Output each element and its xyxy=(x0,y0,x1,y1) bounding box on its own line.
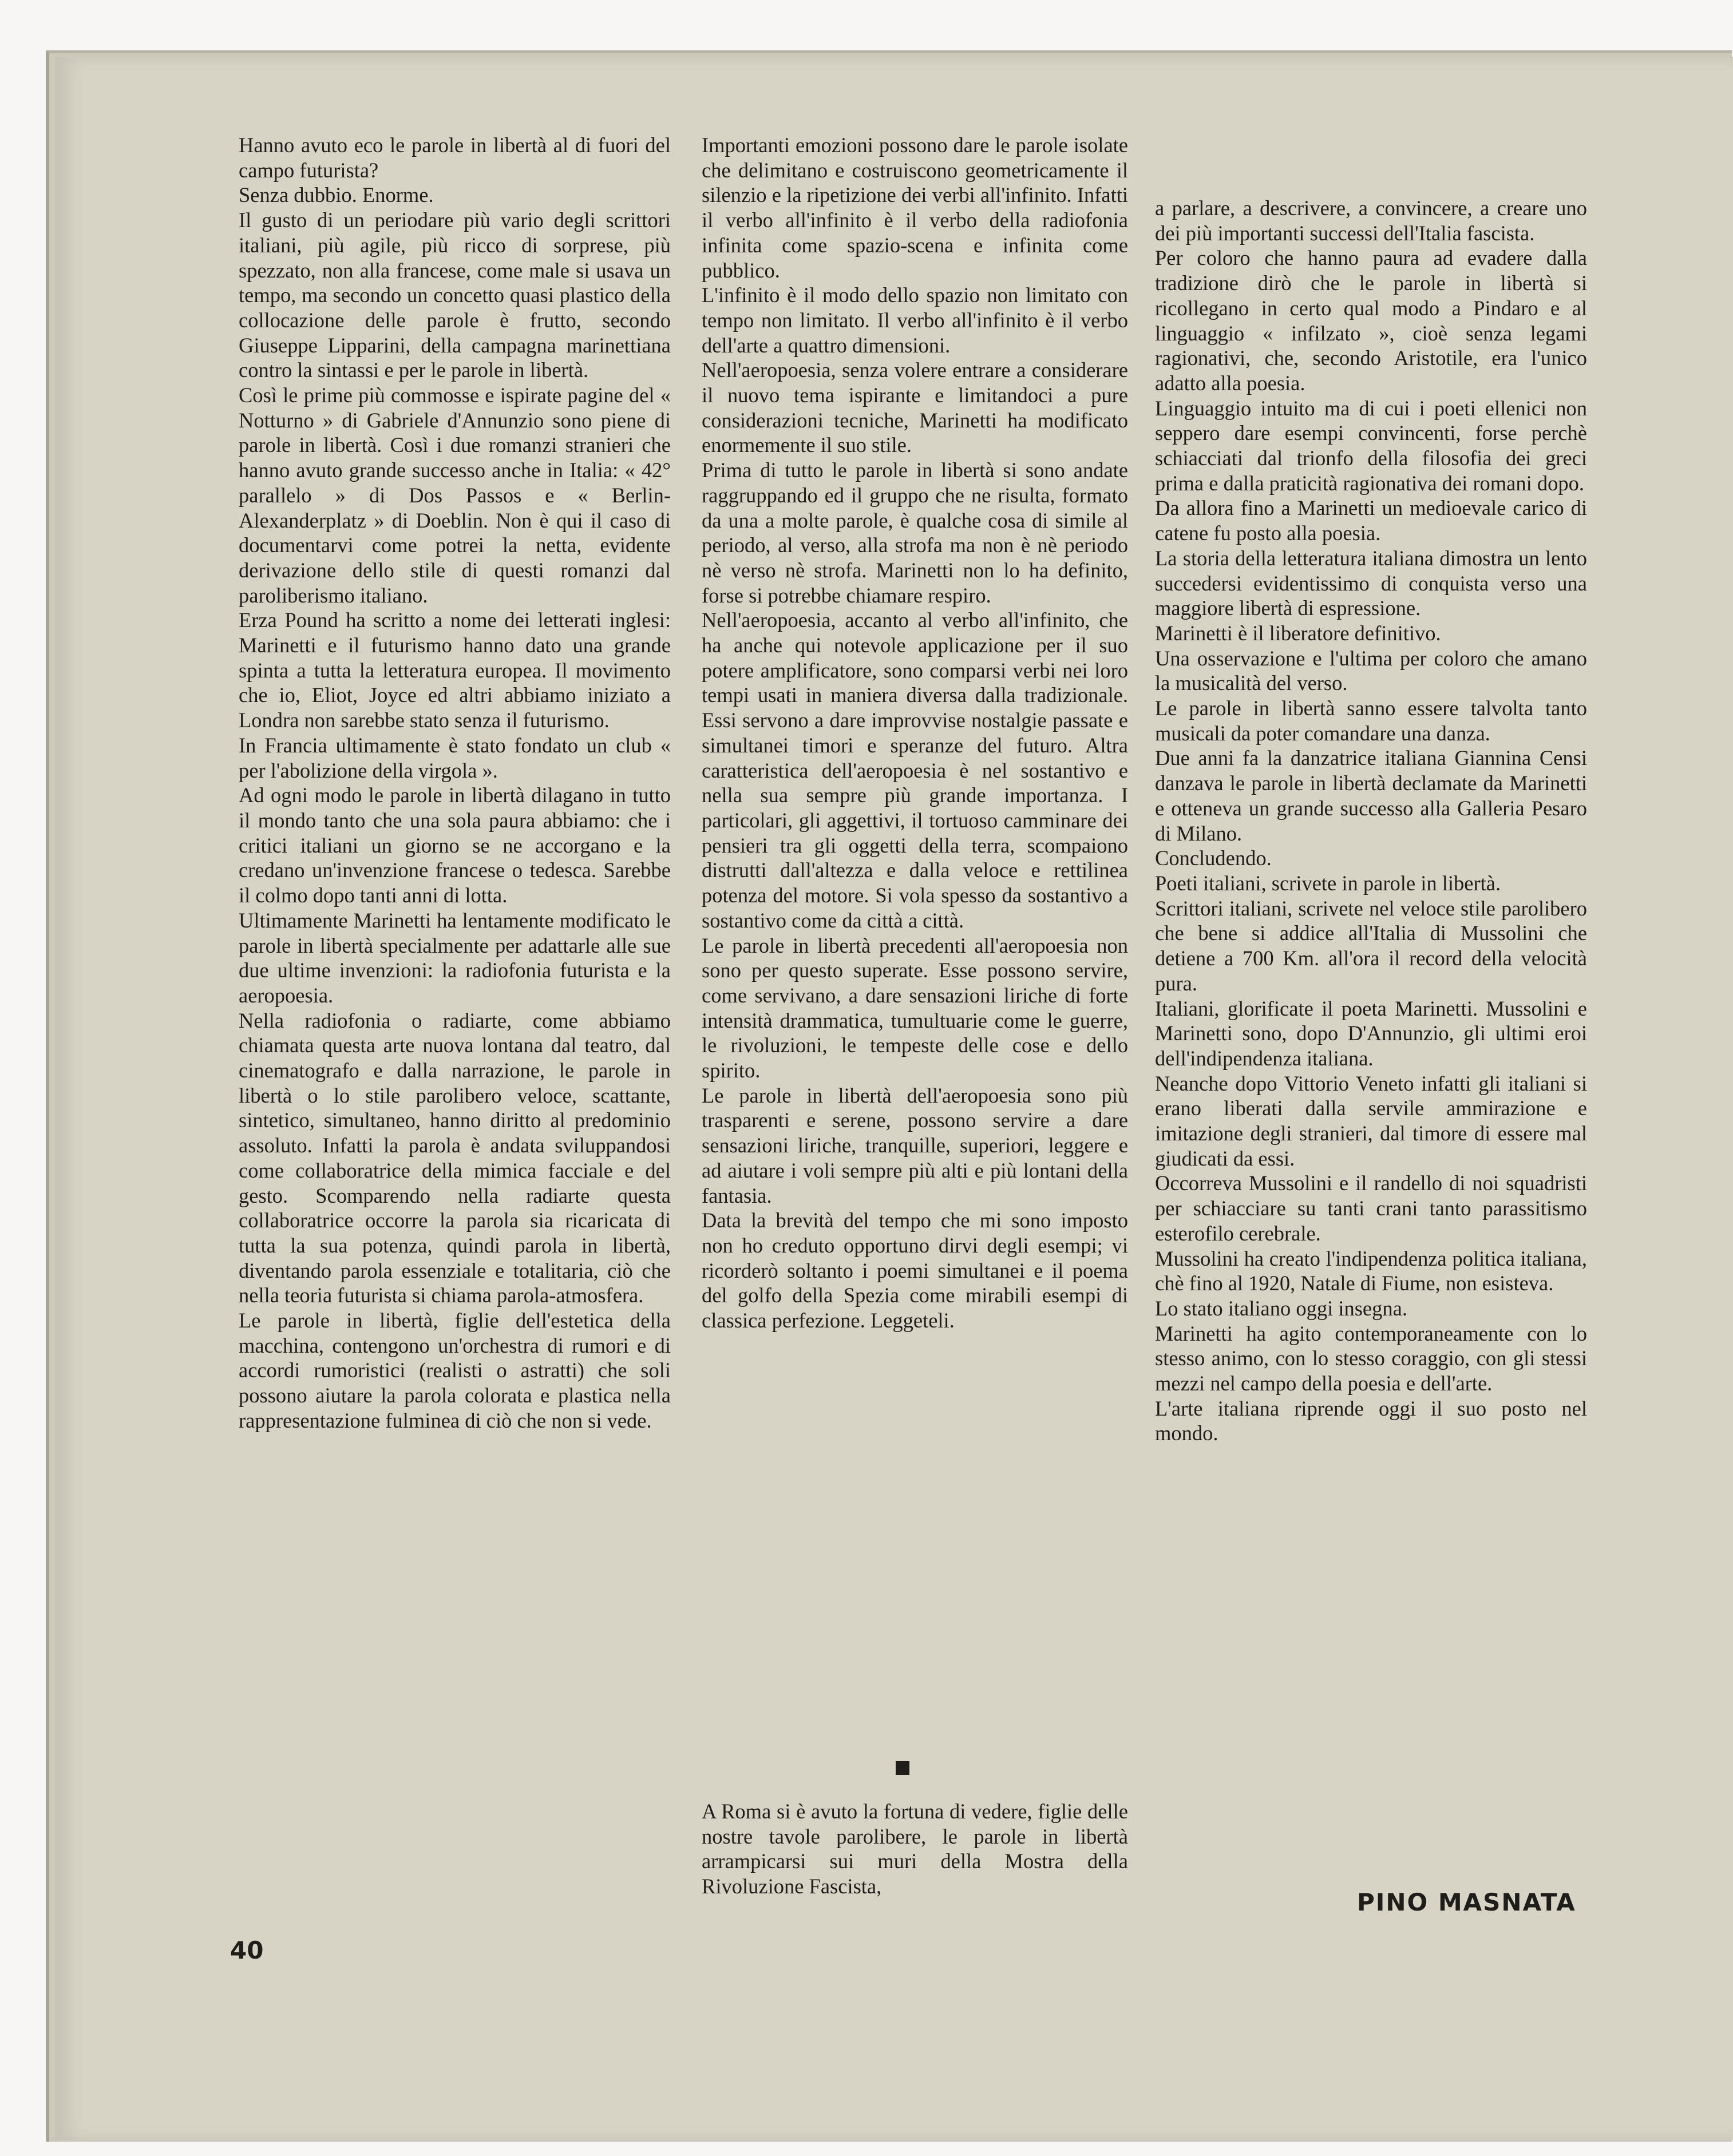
paragraph: Due anni fa la danzatrice italiana Giannina Censi danzava le parole in libertà declamate da Marinetti e otteneva un grande successo alla Galleria Pesaro di Milano. xyxy=(1155,746,1587,845)
paragraph: Il gusto di un periodare più vario degli scrittori italiani, più agile, più ricco di sorprese, più spezzato, non alla francese, come male si usava un tempo, ma secondo un concetto quasi plastico della collocazione delle parole è frutto, secondo Giuseppe Lipparini, della campagna marinettiana contro la sintassi e per le parole in libertà. xyxy=(239,208,671,382)
paragraph: Hanno avuto eco le parole in libertà al di fuori del campo futurista? xyxy=(239,133,671,182)
paragraph: L'infinito è il modo dello spazio non limitato con tempo non limitato. Il verbo all'infinito è il verbo dell'arte a quattro dimensioni. xyxy=(702,283,1128,357)
paragraph: Mussolini ha creato l'indipendenza politica italiana, chè fino al 1920, Natale di Fiume, non esisteva. xyxy=(1155,1246,1587,1295)
paragraph: Le parole in libertà, figlie dell'estetica della macchina, contengono un'orchestra di rumori e di accordi rumoristici (realisti o astratti) che soli possono aiutare la parola colorata e plastica nella rappresentazione fulminea di ciò che non si vede. xyxy=(239,1309,671,1432)
paragraph: Scrittori italiani, scrivete nel veloce stile parolibero che bene si addice all'Italia di Mussolini che detiene a 700 Km. all'ora il record della velocità pura. xyxy=(1155,896,1587,995)
paragraph: Marinetti ha agito contemporaneamente con lo stesso animo, con lo stesso coraggio, con gli stessi mezzi nel campo della poesia e dell'arte. xyxy=(1155,1321,1587,1396)
paragraph: Ultimamente Marinetti ha lentamente modificato le parole in libertà specialmente per adattarle alle sue due ultime invenzioni: la radiofonia futurista e la aeropoesia. xyxy=(239,908,671,1007)
section-separator-square xyxy=(896,1761,909,1775)
paragraph: Per coloro che hanno paura ad evadere dalla tradizione dirò che le parole in libertà si ricollegano in certo qual modo a Pindaro e al linguaggio « infilzato », cioè senza legami ragionativi, che, secondo Aristotile, era l'unico adatto alla poesia. xyxy=(1155,246,1587,395)
paragraph: In Francia ultimamente è stato fondato un club « per l'abolizione della virgola ». xyxy=(239,733,671,782)
paragraph: Concludendo. xyxy=(1155,846,1272,870)
text-column-1 xyxy=(239,133,671,1433)
paragraph: Così le prime più commosse e ispirate pagine del « Notturno » di Gabriele d'Annunzio sono piene di parole in libertà. Così i due romanzi stranieri che hanno avuto grande successo anche in Italia: « 42° parallelo » di Dos Passos e « Berlin-Alexanderplatz » di Doeblin. Non è qui il caso di documentarvi come potrei la netta, evidente derivazione dello stile di questi romanzi dal paroliberismo italiano. xyxy=(239,383,671,607)
paragraph: Marinetti è il liberatore definitivo. xyxy=(1155,621,1441,645)
paragraph: Importanti emozioni possono dare le parole isolate che delimitano e costruiscono geometricamente il silenzio e la ripetizione dei verbi all'infinito. Infatti il verbo all'infinito è il verbo della radiofonia infinita come spazio-scena e infinita come pubblico. xyxy=(702,133,1128,282)
paragraph: Le parole in libertà precedenti all'aeropoesia non sono per questo superate. Esse possono servire, come servivano, a dare sensazioni liriche di forte intensità drammatica, tumultuarie come le guerre, le rivoluzioni, le tempeste delle cose e dello spirito. xyxy=(702,933,1128,1083)
paragraph: Prima di tutto le parole in libertà si sono andate raggruppando ed il gruppo che ne risulta, formato da una a molte parole, è qualche cosa di simile al periodo, al verso, alla strofa ma non è nè periodo nè verso nè strofa. Marinetti non lo ha definito, forse si potrebbe chiamare respiro. xyxy=(702,458,1128,607)
paragraph: Senza dubbio. Enorme. xyxy=(239,183,434,207)
paragraph: Le parole in libertà sanno essere talvolta tanto musicali da poter comandare una danza. xyxy=(1155,696,1587,745)
paragraph: Linguaggio intuito ma di cui i poeti ellenici non seppero dare esempi convincenti, forse perchè schiacciati dal trionfo della filosofia dei greci prima e dalla praticità ragionativa dei romani dopo. xyxy=(1155,396,1587,495)
page-number: 40 xyxy=(230,1936,264,1964)
paragraph: Le parole in libertà dell'aeropoesia sono più trasparenti e serene, possono servire a dare sensazioni liriche, tranquille, superiori, leggere e ad aiutare i voli sempre più alti e più lontani della fantasia. xyxy=(702,1083,1128,1207)
paragraph: Lo stato italiano oggi insegna. xyxy=(1155,1296,1407,1320)
paragraph: Occorreva Mussolini e il randello di noi squadristi per schiacciare su tanti crani tanto parassitismo esterofilo cerebrale. xyxy=(1155,1171,1587,1245)
paragraph: Nell'aeropoesia, accanto al verbo all'infinito, che ha anche qui notevole applicazione per il suo potere amplificatore, sono comparsi verbi nei loro tempi usati in maniera diversa dalla tradizionale. Essi servono a dare improvvise nostalgie passate e simultanei timori e speranze del futuro. Altra caratteristica dell'aeropoesia è nel sostantivo e nella sua sempre più grande importanza. I particolari, gli aggettivi, il tortuoso camminare dei pensieri tra gli oggetti della terra, scompaiono distrutti dall'altezza e dalla veloce e rettilinea potenza del motore. Si vola spesso da sostantivo a sostantivo come da città a città. xyxy=(702,608,1128,932)
paragraph: Italiani, glorificate il poeta Marinetti. Mussolini e Marinetti sono, dopo D'Annunzio, gli ultimi eroi dell'indipendenza italiana. xyxy=(1155,996,1587,1070)
paragraph: Neanche dopo Vittorio Veneto infatti gli italiani si erano liberati dalla servile ammirazione e imitazione degli stranieri, dal timore di essere mal giudicati da essi. xyxy=(1155,1071,1587,1170)
text-column-3 xyxy=(1155,196,1587,1446)
paragraph: A Roma si è avuto la fortuna di vedere, figlie delle nostre tavole parolibere, le parole in libertà arrampicarsi sui muri della Mostra della Rivoluzione Fascista, xyxy=(702,1800,1128,1899)
paragraph: La storia della letteratura italiana dimostra un lento succedersi evidentissimo di conquista verso una maggiore libertà di espressione. xyxy=(1155,546,1587,620)
paragraph: Una osservazione e l'ultima per coloro che amano la musicalità del verso. xyxy=(1155,646,1587,695)
paragraph: a parlare, a descrivere, a convincere, a creare uno dei più importanti successi dell'Italia fascista. xyxy=(1155,196,1587,245)
text-column-2 xyxy=(702,133,1128,1333)
paragraph: L'arte italiana riprende oggi il suo posto nel mondo. xyxy=(1155,1396,1587,1445)
paragraph: Da allora fino a Marinetti un medioevale carico di catene fu posto alla poesia. xyxy=(1155,496,1587,545)
paragraph: Nella radiofonia o radiarte, come abbiamo chiamata questa arte nuova lontana dal teatro, dal cinematografo e dalla narrazione, le parole in libertà o lo stile parolibero veloce, scattante, sintetico, simultaneo, hanno diritto al predominio assoluto. Infatti la parola è andata sviluppandosi come collaboratrice della mimica facciale e del gesto. Scomparendo nella radiarte questa collaboratrice occorre la parola sia ricaricata di tutta la sua potenza, quindi parola in libertà, diventando parola essenziale e totalitaria, ciò che nella teoria futurista si chiama parola-atmosfera. xyxy=(239,1008,671,1307)
paragraph: Ad ogni modo le parole in libertà dilagano in tutto il mondo tanto che una sola paura abbiamo: che i critici italiani un giorno se ne accorgano e la credano un'invenzione francese o tedesca. Sarebbe il colmo dopo tanti anni di lotta. xyxy=(239,783,671,907)
paragraph: Poeti italiani, scrivete in parole in libertà. xyxy=(1155,871,1501,895)
paragraph: Erza Pound ha scritto a nome dei letterati inglesi: Marinetti e il futurismo hanno dato una grande spinta a tutta la letteratura europea. Il movimento che io, Eliot, Joyce ed altri abbiamo iniziato a Londra non sarebbe stato senza il futurismo. xyxy=(239,608,671,732)
text-column-2-continued xyxy=(702,1799,1128,1899)
paragraph: Nell'aeropoesia, senza volere entrare a considerare il nuovo tema ispirante e limitandoci a pure considerazioni tecniche, Marinetti ha modificato enormemente il suo stile. xyxy=(702,358,1128,457)
author-signature: PINO MASNATA xyxy=(1357,1888,1576,1916)
paragraph: Data la brevità del tempo che mi sono imposto non ho creduto opportuno dirvi degli esempi; vi ricorderò soltanto i poemi simultanei e il poema del golfo della Spezia come mirabili esempi di classica perfezione. Leggeteli. xyxy=(702,1208,1128,1333)
